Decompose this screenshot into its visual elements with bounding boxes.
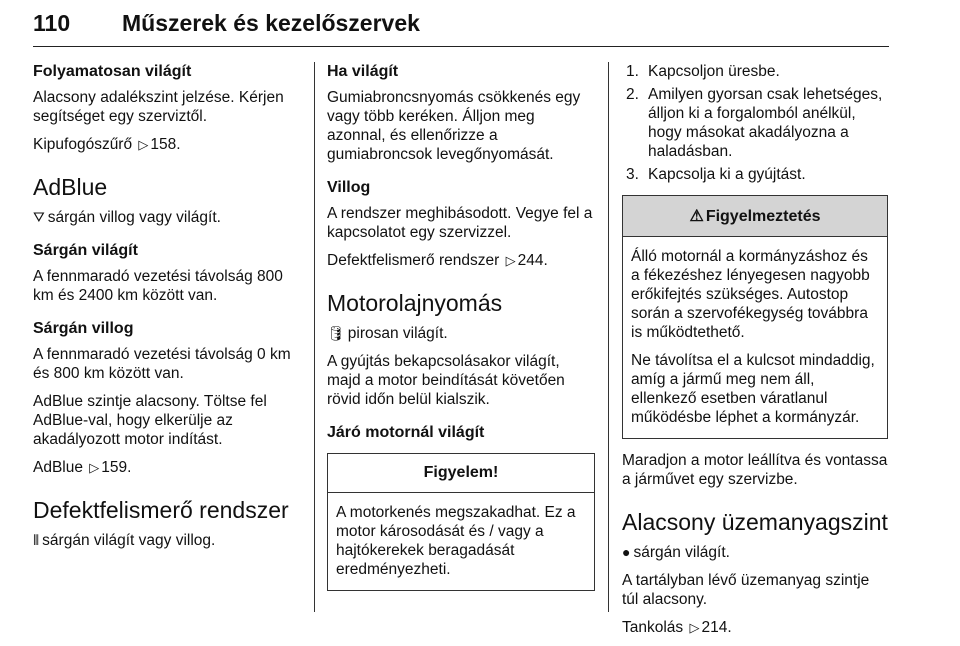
paragraph: A gyújtás bekapcsolásakor világít, majd a motor beindítását követően rövid időn belül kialszik. bbox=[327, 353, 565, 408]
cross-reference: Kipufogószűrő ▷ 158. bbox=[33, 136, 181, 153]
paragraph: A fennmaradó vezetési távolság 800 km és 2400 km között van. bbox=[33, 268, 283, 304]
column-1 bbox=[33, 62, 303, 559]
page-ref-icon: ▷ bbox=[505, 253, 516, 268]
warning-text: Álló motornál a kormányzáshoz és a fékezéshez lényegesen nagyobb erőkifejtés szükséges. Autostop során a szervofékegység továbbra is működtethető. bbox=[631, 248, 870, 341]
page-ref-icon: ▷ bbox=[138, 137, 149, 152]
paragraph: ⛛ sárgán villog vagy világít. bbox=[33, 209, 221, 226]
adblue-icon: ⛛ bbox=[33, 209, 45, 225]
column-divider-1 bbox=[314, 62, 315, 612]
column-3 bbox=[622, 62, 888, 646]
cross-reference: Tankolás ▷ 214. bbox=[622, 619, 732, 636]
heading-sargan-villog: Sárgán villog bbox=[33, 320, 134, 337]
heading-defektfelismero: Defektfelismerő rendszer bbox=[33, 497, 289, 523]
column-divider-2 bbox=[608, 62, 609, 612]
heading-ha-vilagit: Ha világít bbox=[327, 63, 399, 80]
paragraph: AdBlue szintje alacsony. Töltse fel AdBlue-val, hogy elkerülje az akadályozott motor indítást. bbox=[33, 393, 267, 448]
heading-adblue: AdBlue bbox=[33, 174, 108, 200]
list-item: 2. Amilyen gyorsan csak lehetséges, álljon ki a forgalomból anélkül, hogy másokat akadályozna a haladásban. bbox=[626, 86, 883, 160]
warning-text: Ne távolítsa el a kulcsot mindaddig, amíg a jármű meg nem áll, ellenkező esetben váratlanul működésbe léphet a kormányzár. bbox=[631, 352, 875, 426]
fuel-level-icon: ● bbox=[622, 544, 631, 560]
column-2 bbox=[327, 62, 595, 603]
paragraph: Maradjon a motor leállítva és vontassa a járművet egy szervizbe. bbox=[622, 452, 888, 488]
caution-text: A motorkenés megszakadhat. Ez a motor károsodását és / vagy a hajtókerekek beragadását eredményezheti. bbox=[336, 504, 576, 578]
paragraph: A rendszer meghibásodott. Vegye fel a kapcsolatot egy szervizzel. bbox=[327, 205, 593, 241]
caution-title: Figyelem! bbox=[328, 454, 594, 493]
tire-pressure-icon: ⦀ bbox=[33, 532, 40, 548]
page-number: 110 bbox=[33, 10, 71, 36]
paragraph: Gumiabroncsnyomás csökkenés egy vagy több keréken. Álljon meg azonnal, és ellenőrizze a gumiabroncsok levegőnyomását. bbox=[327, 89, 581, 163]
warning-icon: ⚠ bbox=[689, 208, 704, 225]
caution-box bbox=[327, 453, 595, 591]
paragraph: ● sárgán világít. bbox=[622, 544, 730, 561]
paragraph: ⦀ sárgán világít vagy villog. bbox=[33, 532, 216, 549]
paragraph: A fennmaradó vezetési távolság 0 km és 800 km között van. bbox=[33, 346, 291, 382]
page-header bbox=[33, 2, 889, 47]
chapter-title: Műszerek és kezelőszervek bbox=[122, 10, 420, 36]
page-ref-icon: ▷ bbox=[89, 460, 100, 475]
steps-list bbox=[622, 62, 888, 184]
paragraph: 🛢 pirosan világít. bbox=[327, 325, 448, 342]
heading-jaro-motornal: Járó motornál világít bbox=[327, 424, 485, 441]
warning-box bbox=[622, 195, 888, 439]
list-item: 3. Kapcsolja ki a gyújtást. bbox=[626, 166, 806, 183]
list-item: 1. Kapcsoljon üresbe. bbox=[626, 63, 780, 80]
page-ref-icon: ▷ bbox=[689, 620, 700, 635]
heading-folyamatosan: Folyamatosan világít bbox=[33, 63, 192, 80]
oil-pressure-icon: 🛢 bbox=[327, 325, 345, 341]
heading-villog: Villog bbox=[327, 179, 371, 196]
heading-motorolajnyomas: Motorolajnyomás bbox=[327, 290, 503, 316]
warning-title: ⚠ Figyelmeztetés bbox=[623, 196, 887, 237]
paragraph: Alacsony adalékszint jelzése. Kérjen segítséget egy szerviztől. bbox=[33, 89, 284, 125]
heading-alacsony-uzemanyag: Alacsony üzemanyagszint bbox=[622, 509, 888, 535]
heading-sargan-vilagit: Sárgán világít bbox=[33, 242, 138, 259]
paragraph: A tartályban lévő üzemanyag szintje túl alacsony. bbox=[622, 572, 870, 608]
cross-reference: Defektfelismerő rendszer ▷ 244. bbox=[327, 252, 548, 269]
cross-reference: AdBlue ▷ 159. bbox=[33, 459, 132, 476]
